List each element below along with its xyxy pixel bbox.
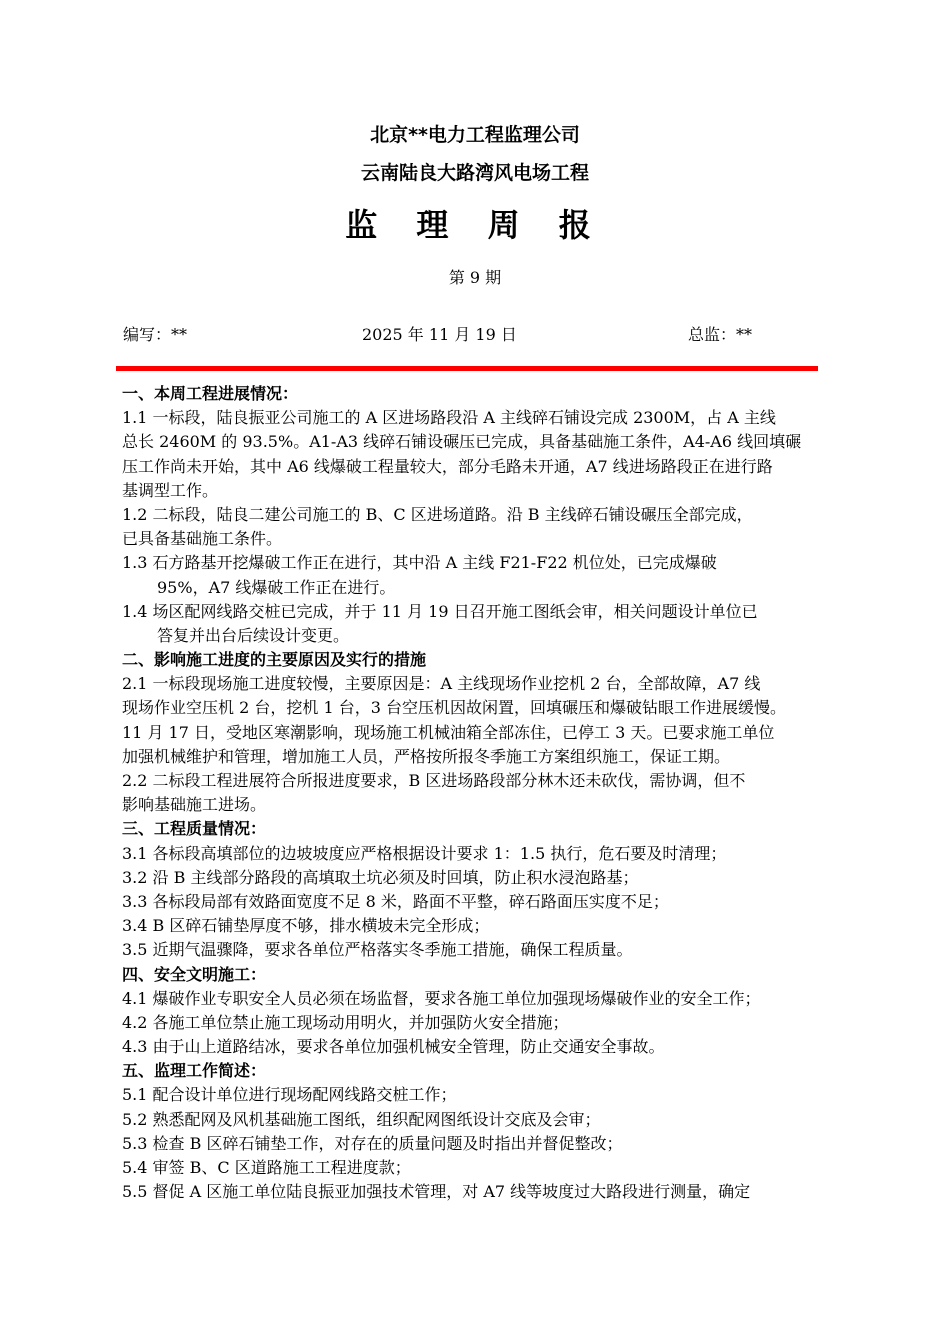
section-heading: 一、本周工程进展情况： (122, 384, 299, 403)
body-text-line: 3.2 沿 B 主线部分路段的高填取土坑必须及时回填，防止积水浸泡路基； (122, 867, 639, 887)
body-text-line: 4.1 爆破作业专职安全人员必须在场监督，要求各施工单位加强现场爆破作业的安全工作； (122, 988, 761, 1008)
project-name: 云南陆良大路湾风电场工程 (360, 162, 589, 184)
section-heading: 五、监理工作简述： (122, 1061, 267, 1081)
company-name: 北京**电力工程监理公司 (370, 124, 580, 146)
body-text-line: 影响基础施工进场。 (122, 795, 267, 815)
body-text-line: 5.3 检查 B 区碎石铺垫工作，对存在的质量问题及时指出并督促整改； (122, 1133, 623, 1153)
body-text-line: 5.4 审签 B、C 区道路施工工程进度款； (122, 1158, 411, 1177)
body-text-line: 1.2 二标段，陆良二建公司施工的 B、C 区进场道路。沿 B 主线碎石铺设碾压全部完成， (122, 504, 753, 524)
body-text-line: 3.3 各标段局部有效路面宽度不足 8 米，路面不平整，碎石路面压实度不足； (122, 891, 669, 911)
body-text-line: 95%，A7 线爆破工作正在进行。 (157, 577, 396, 597)
body-text-line: 已具备基础施工条件。 (122, 529, 283, 549)
body-text-line: 3.1 各标段高填部位的边坡坡度应严格根据设计要求 1：1.5 执行，危石要及时清理； (122, 843, 727, 863)
body-text-line: 2.1 一标段现场施工进度较慢，主要原因是：A 主线现场作业挖机 2 台，全部故障，A7 线 (122, 674, 761, 694)
report-title: 监 理 周 报 (345, 206, 605, 244)
report-body (122, 382, 842, 1204)
body-text-line: 现场作业空压机 2 台，挖机 1 台，3 台空压机因故闲置，回填碾压和爆破钻眼工作进展缓慢。 (122, 698, 786, 718)
body-text-line: 2.2 二标段工程进展符合所报进度要求，B 区进场路段部分林木还未砍伐，需协调，但不 (122, 771, 746, 790)
body-text-line: 1.1 一标段，陆良振亚公司施工的 A 区进场路段沿 A 主线碎石铺设完成 2300M，占 A 主线 (122, 408, 776, 428)
body-text-line: 3.5 近期气温骤降，要求各单位严格落实冬季施工措施，确保工程质量。 (122, 940, 633, 960)
red-divider-line (116, 366, 818, 371)
chief-supervisor-label: 总监：** (688, 325, 753, 344)
body-text-line: 压工作尚未开始，其中 A6 线爆破工程量较大，部分毛路未开通，A7 线进场路段正在进行路 (122, 456, 773, 476)
body-text-line: 4.2 各施工单位禁止施工现场动用明火，并加强防火安全措施； (122, 1012, 569, 1032)
body-text-line: 11 月 17 日，受地区寒潮影响，现场施工机械油箱全部冻住，已停工 3 天。已要求施工单位 (122, 722, 775, 742)
body-text-line: 1.3 石方路基开挖爆破工作正在进行，其中沿 A 主线 F21-F22 机位处，已完成爆破 (122, 553, 717, 573)
body-text-line: 总长 2460M 的 93.5%。A1-A3 线碎石铺设碾压已完成，具备基础施工条件，A4-A6 线回填碾 (122, 432, 802, 452)
report-date: 2025 年 11 月 19 日 (362, 325, 517, 344)
issue-number: 第 9 期 (448, 268, 502, 287)
body-text-line: 5.5 督促 A 区施工单位陆良振亚加强技术管理，对 A7 线等坡度过大路段进行测量，确定 (122, 1182, 751, 1202)
body-text-line: 1.4 场区配网线路交桩已完成，并于 11 月 19 日召开施工图纸会审，相关问题设计单位已 (122, 601, 758, 621)
body-text-line: 4.3 由于山上道路结冰，要求各单位加强机械安全管理，防止交通安全事故。 (122, 1037, 665, 1057)
body-text-line: 加强机械维护和管理，增加施工人员，严格按所报冬季施工方案组织施工，保证工期。 (122, 746, 731, 766)
section-heading: 四、安全文明施工： (122, 964, 267, 984)
section-heading: 二、影响施工进度的主要原因及实行的措施 (122, 650, 427, 670)
body-text-line: 5.1 配合设计单位进行现场配网线路交桩工作； (122, 1085, 457, 1105)
body-text-line: 5.2 熟悉配网及风机基础施工图纸，组织配网图纸设计交底及会审； (122, 1109, 601, 1129)
body-text-line: 3.4 B 区碎石铺垫厚度不够，排水横坡未完全形成； (122, 916, 490, 936)
section-heading: 三、工程质量情况： (122, 819, 267, 839)
body-text-line: 答复并出台后续设计变更。 (157, 625, 350, 645)
writer-label: 编写：** (123, 325, 188, 344)
body-text-line: 基调型工作。 (122, 480, 219, 500)
